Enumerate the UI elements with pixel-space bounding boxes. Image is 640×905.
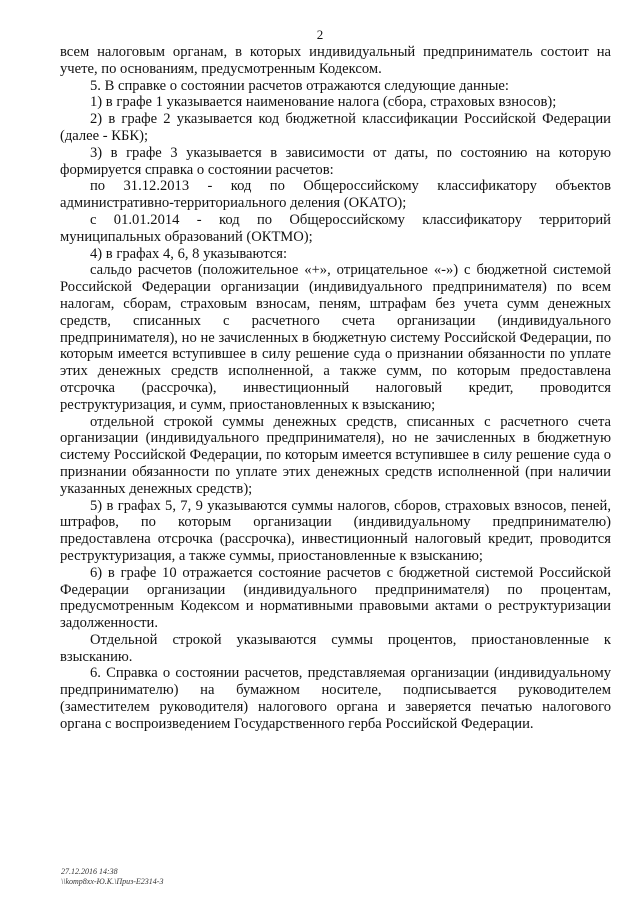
- footer-timestamp: 27.12.2016 14:38: [61, 867, 118, 876]
- footer-file-path: \\komp8xx-Ю.К.\Приз-Е2314-3: [61, 877, 164, 886]
- paragraph-columns-4-6-8: 4) в графах 4, 6, 8 указываются:: [90, 245, 288, 262]
- paragraph-item-6: 6. Справка о состоянии расчетов, представляемая организации (индивидуальному предпринимателю) на бумажном носителе, подписывается руководителем (заместителем руководителя) налогового органа и заверяется печатью налогового органа с воспроизведением Государственного герба Российской Федерации.: [60, 665, 611, 732]
- paragraph-item-5: 5. В справке о состоянии расчетов отражаются следующие данные:: [90, 77, 509, 94]
- paragraph-okato: по 31.12.2013 - код по Общероссийскому классификатору объектов административно-территориального деления (ОКАТО);: [60, 178, 611, 212]
- paragraph-interest: Отдельной строкой указываются суммы процентов, приостановленные к взысканию.: [60, 631, 611, 665]
- document-body: [60, 44, 611, 733]
- paragraph-column-3: 3) в графе 3 указывается в зависимости от даты, по состоянию на которую формируется справка о состоянии расчетов:: [60, 144, 611, 178]
- paragraph-columns-5-7-9: 5) в графах 5, 7, 9 указываются суммы налогов, сборов, страховых взносов, пеней, штрафов, по которым организации (индивидуальному предпринимателю) предоставлена отсрочка (рассрочка), инвестиционный налоговый кредит, проводится реструктуризация, а также суммы, приостановленные к взысканию;: [60, 497, 611, 564]
- paragraph-saldo: сальдо расчетов (положительное «+», отрицательное «-») с бюджетной системой Российской Федерации организации (индивидуального предпринимателя) по всем налогам, сборам, страховым взносам, пеням, штрафам без учета сумм денежных средств, списанных с расчетного счета организации (индивидуального предпринимателя), но не зачисленных в бюджетную систему Российской Федерации, по которым имеется вступившее в силу решение суда о признании обязанности по уплате этих денежных средств исполненной, а также сумм, по которым предоставлена отсрочка (рассрочка), инвестиционный налоговый кредит, проводится реструктуризация, и сумм, приостановленных к взысканию;: [60, 262, 611, 413]
- paragraph-continuation: всем налоговым органам, в которых индивидуальный предприниматель состоит на учете, по основаниям, предусмотренным Кодексом.: [60, 44, 611, 77]
- page-number: 2: [316, 27, 324, 42]
- paragraph-column-10: 6) в графе 10 отражается состояние расчетов с бюджетной системой Российской Федерации организации (индивидуального предпринимателя) по процентам, предусмотренным Кодексом и нормативными правовыми актами о реструктуризации задолженности.: [60, 564, 611, 632]
- paragraph-separate-line: отдельной строкой суммы денежных средств, списанных с расчетного счета организации (индивидуального предпринимателя), но не зачисленных в бюджетную систему Российской Федерации, по которым имеется вступившее в силу решение суда о признании обязанности по уплате этих денежных средств исполненной (при наличии указанных денежных средств);: [60, 413, 611, 497]
- paragraph-column-1: 1) в графе 1 указывается наименование налога (сбора, страховых взносов);: [90, 94, 557, 111]
- paragraph-column-2: 2) в графе 2 указывается код бюджетной классификации Российской Федерации (далее - КБК);: [60, 111, 611, 144]
- document-footer: [61, 867, 163, 887]
- paragraph-oktmo: с 01.01.2014 - код по Общероссийскому классификатору территорий муниципальных образований (ОКТМО);: [60, 211, 611, 245]
